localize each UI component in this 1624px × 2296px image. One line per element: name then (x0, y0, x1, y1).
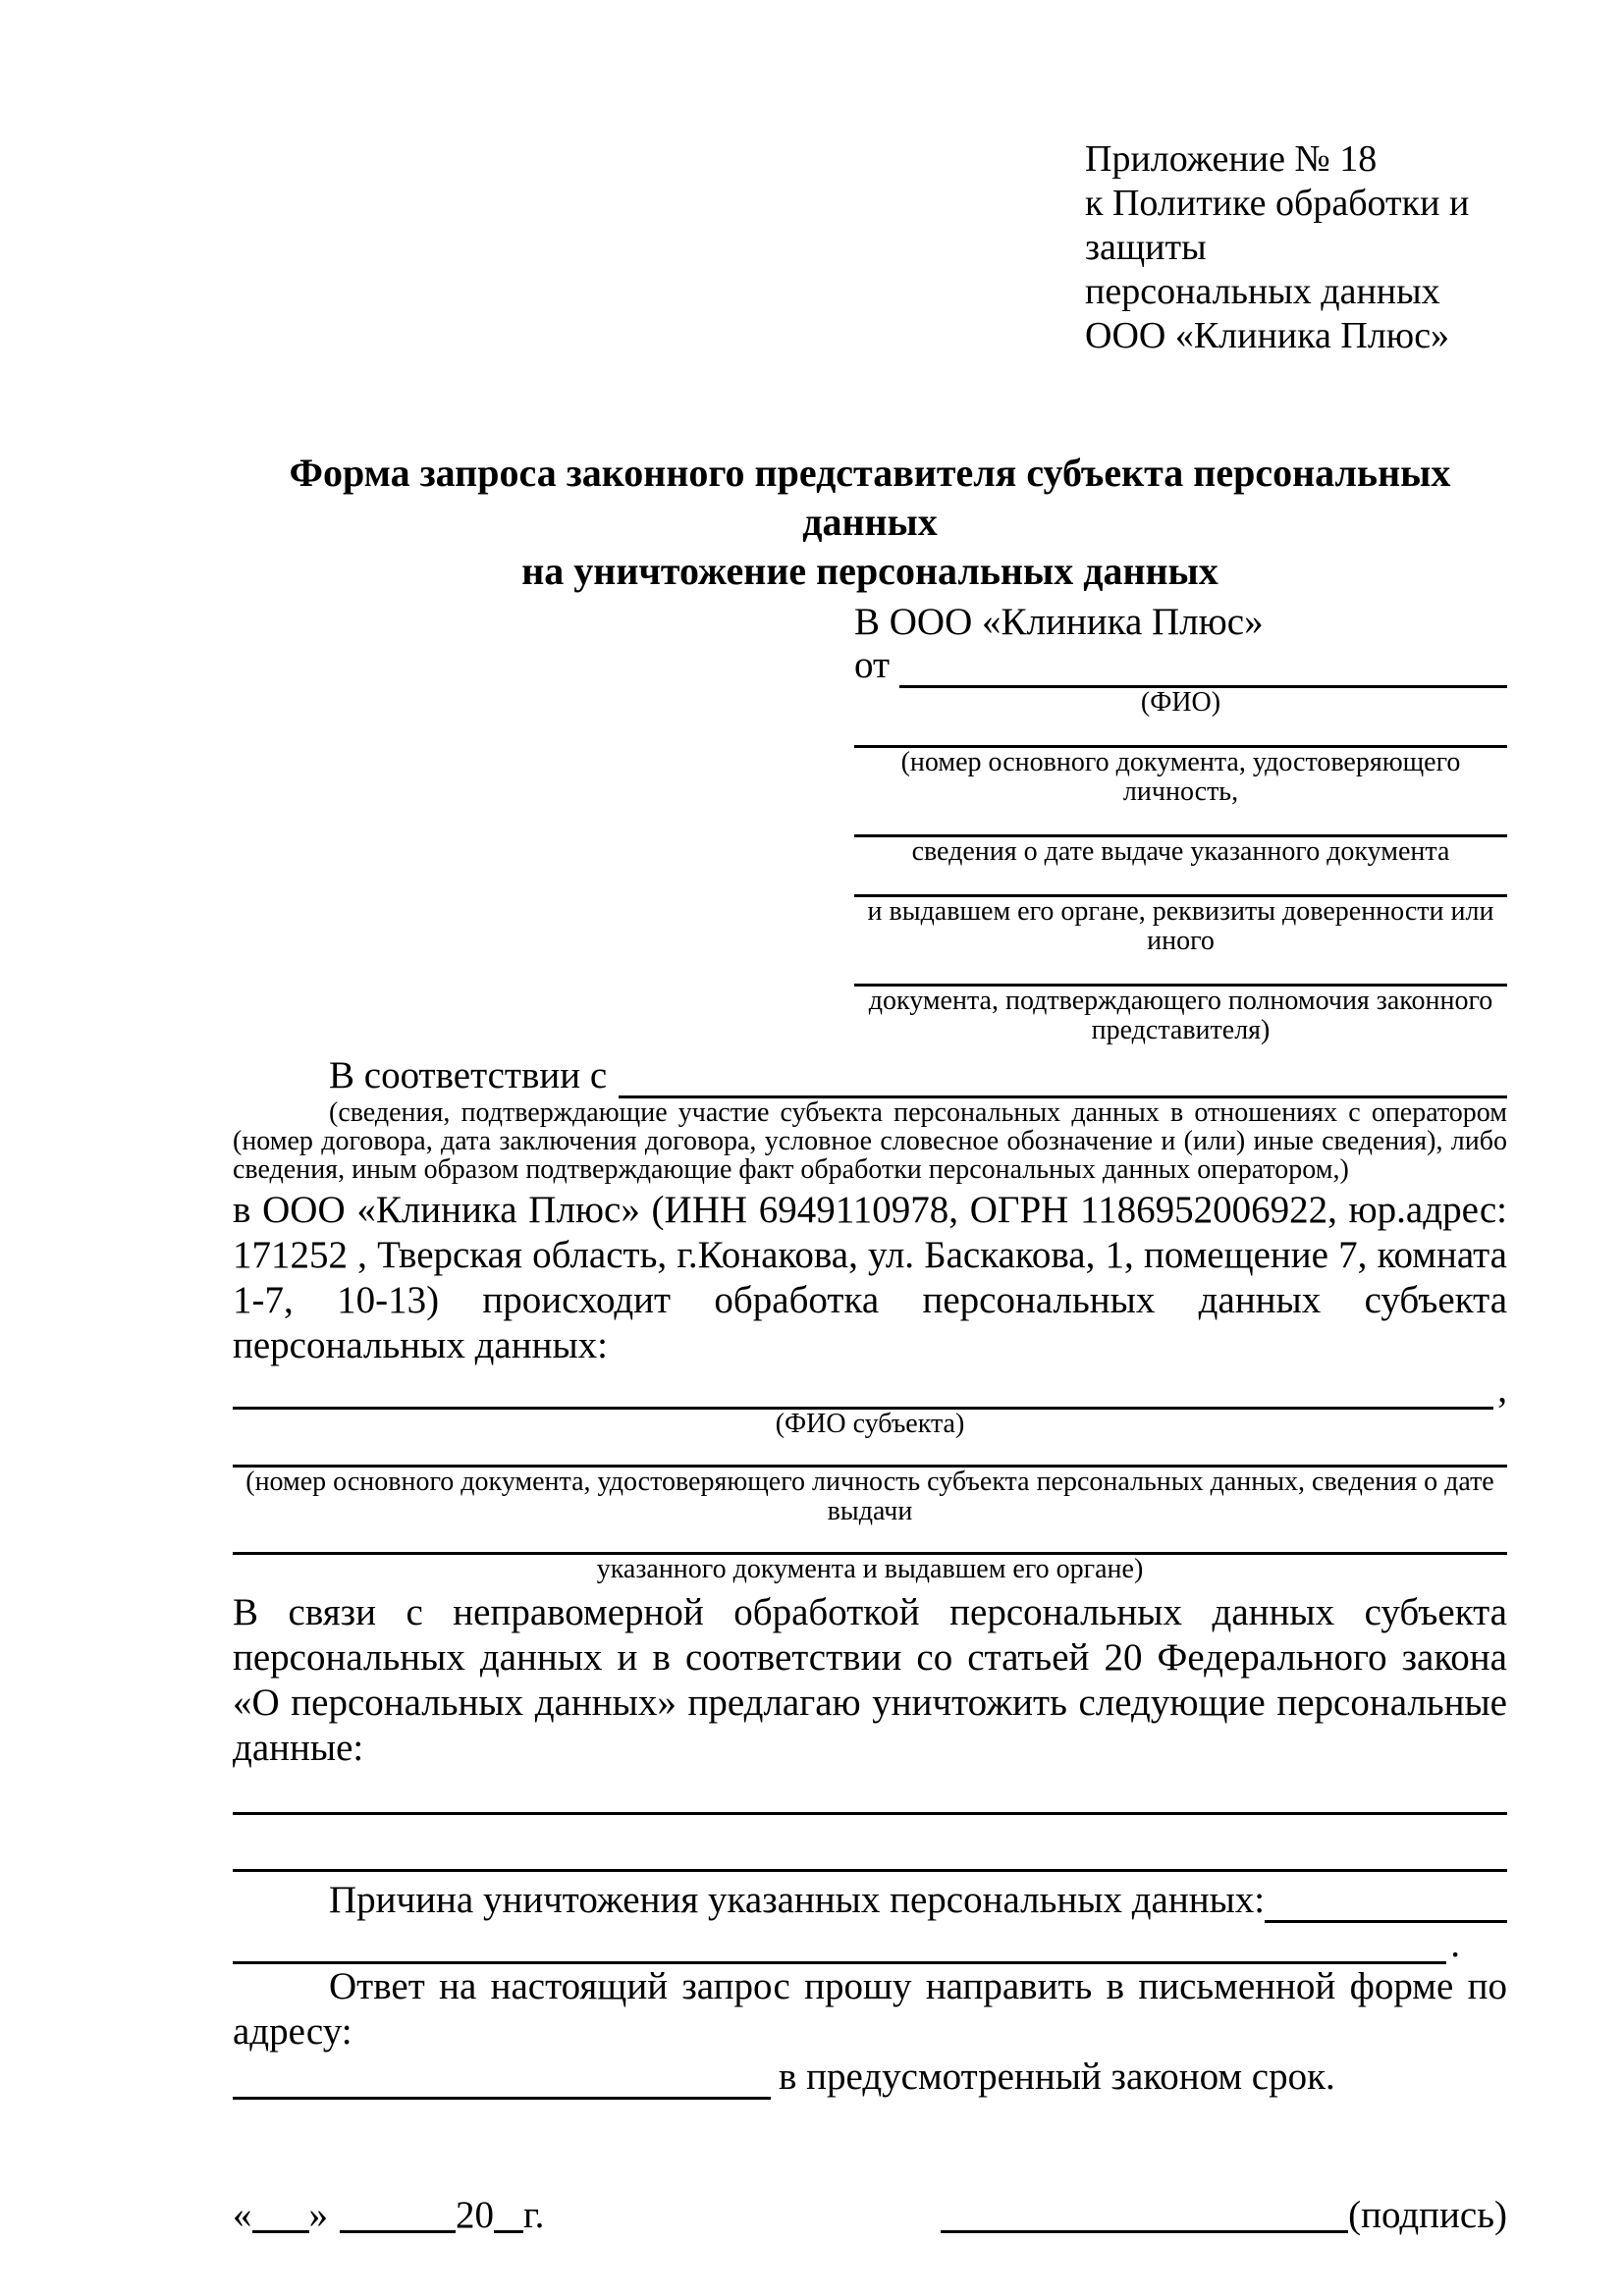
data-to-destroy-blank-line-2 (233, 1869, 1507, 1872)
document-title-line-1: Форма запроса законного представителя субъекта персональных данных (289, 451, 1451, 544)
date-year-suffix: г. (523, 2194, 545, 2236)
id-doc-blank-line-1 (854, 718, 1507, 748)
id-doc-caption-3: и выдавшем его органе, реквизиты доверенности или иного (867, 896, 1494, 956)
subject-doc-blank-line-1 (233, 1439, 1507, 1468)
date-open-quote: « (233, 2194, 252, 2236)
date-year-prefix: 20 (456, 2194, 494, 2236)
appendix-line-4: ООО «Клиника Плюс» (1085, 315, 1450, 356)
id-doc-caption-1: (номер основного документа, удостоверяющего личность, (900, 747, 1461, 807)
comma-mark: , (1497, 1368, 1507, 1411)
date-close-quote: » (308, 2194, 328, 2236)
id-doc-caption-4: документа, подтверждающего полномочия законного представителя) (868, 986, 1493, 1045)
data-to-destroy-blank-line-1 (233, 1812, 1507, 1815)
addressee-block (854, 600, 1507, 1045)
reply-paragraph: Ответ на настоящий запрос прошу направить в письменной форме по адресу: (233, 1965, 1507, 2053)
appendix-line-1: Приложение № 18 (1085, 138, 1378, 180)
accordance-label: В соответствии с (329, 1054, 608, 1096)
reason-blank-line (1265, 1920, 1507, 1923)
reason-label: Причина уничтожения указанных персональных данных: (329, 1879, 1266, 1921)
subject-fio-row (233, 1368, 1507, 1410)
id-doc-blank-line-2 (854, 807, 1507, 837)
period-mark: . (1450, 1923, 1460, 1965)
reply-address-row (233, 2055, 1507, 2100)
accordance-footnote: (сведения, подтверждающие участие субъекта персональных данных в отношениях с оператором (номер договора, дата заключения договора, условное словесное обозначение и (или) иные сведения), либо сведения, иным образом подтверждающие факт обработки персональных данных оператором,) (233, 1097, 1507, 1185)
reason-row (233, 1880, 1507, 1923)
signature-caption: (подпись) (1348, 2194, 1507, 2236)
subject-doc-caption-2: указанного документа и выдавшем его органе) (596, 1554, 1144, 1584)
reply-tail-text: в предусмотренный законом срок. (779, 2056, 1335, 2098)
reason-continuation-row (233, 1923, 1507, 1964)
appendix-note (1085, 137, 1507, 358)
request-paragraph: В связи с неправомерной обработкой персональных данных субъекта персональных данных и в соответствии со статьей 20 Федерального закона «О персональных данных» предлагаю уничтожить следующие персональные данные: (233, 1591, 1507, 1769)
subject-doc-blank-line-2 (233, 1526, 1507, 1555)
signature-block (941, 2193, 1507, 2238)
id-doc-caption-2: сведения о дате выдаче указанного документа (911, 836, 1450, 867)
document-title-line-2: на уничтожение персональных данных (521, 549, 1218, 593)
subject-fio-caption: (ФИО субъекта) (775, 1409, 965, 1439)
from-row (854, 645, 1507, 688)
from-label: от (854, 644, 891, 686)
appendix-line-3: персональных данных (1085, 271, 1440, 312)
footer-row (233, 2193, 1507, 2238)
date-day-blank (252, 2229, 309, 2233)
address-blank-line (233, 2097, 771, 2100)
addressee-org-name: В ООО «Клиника Плюс» (854, 601, 1264, 643)
operator-paragraph: в ООО «Клиника Плюс» (ИНН 6949110978, ОГРН 1186952006922, юр.адрес: 171252 , Тверская область, г.Конакова, ул. Баскакова, 1, помещение 7, комната 1-7, 10-13) происходит обработка персональных данных субъекта персональных данных: (233, 1189, 1507, 1366)
id-doc-blank-line-3 (854, 867, 1507, 897)
id-doc-blank-line-4 (854, 956, 1507, 987)
accordance-row (233, 1055, 1507, 1098)
document-title (233, 449, 1507, 596)
signature-blank-line (941, 2229, 1348, 2233)
date-block (233, 2193, 544, 2238)
fio-caption: (ФИО) (1140, 687, 1221, 718)
date-month-blank (340, 2229, 456, 2233)
date-year-blank (494, 2229, 523, 2233)
subject-doc-caption-1: (номер основного документа, удостоверяющего личность субъекта персональных данных, сведения о дате выдачи (245, 1467, 1494, 1526)
appendix-line-2: к Политике обработки и защиты (1085, 183, 1470, 268)
